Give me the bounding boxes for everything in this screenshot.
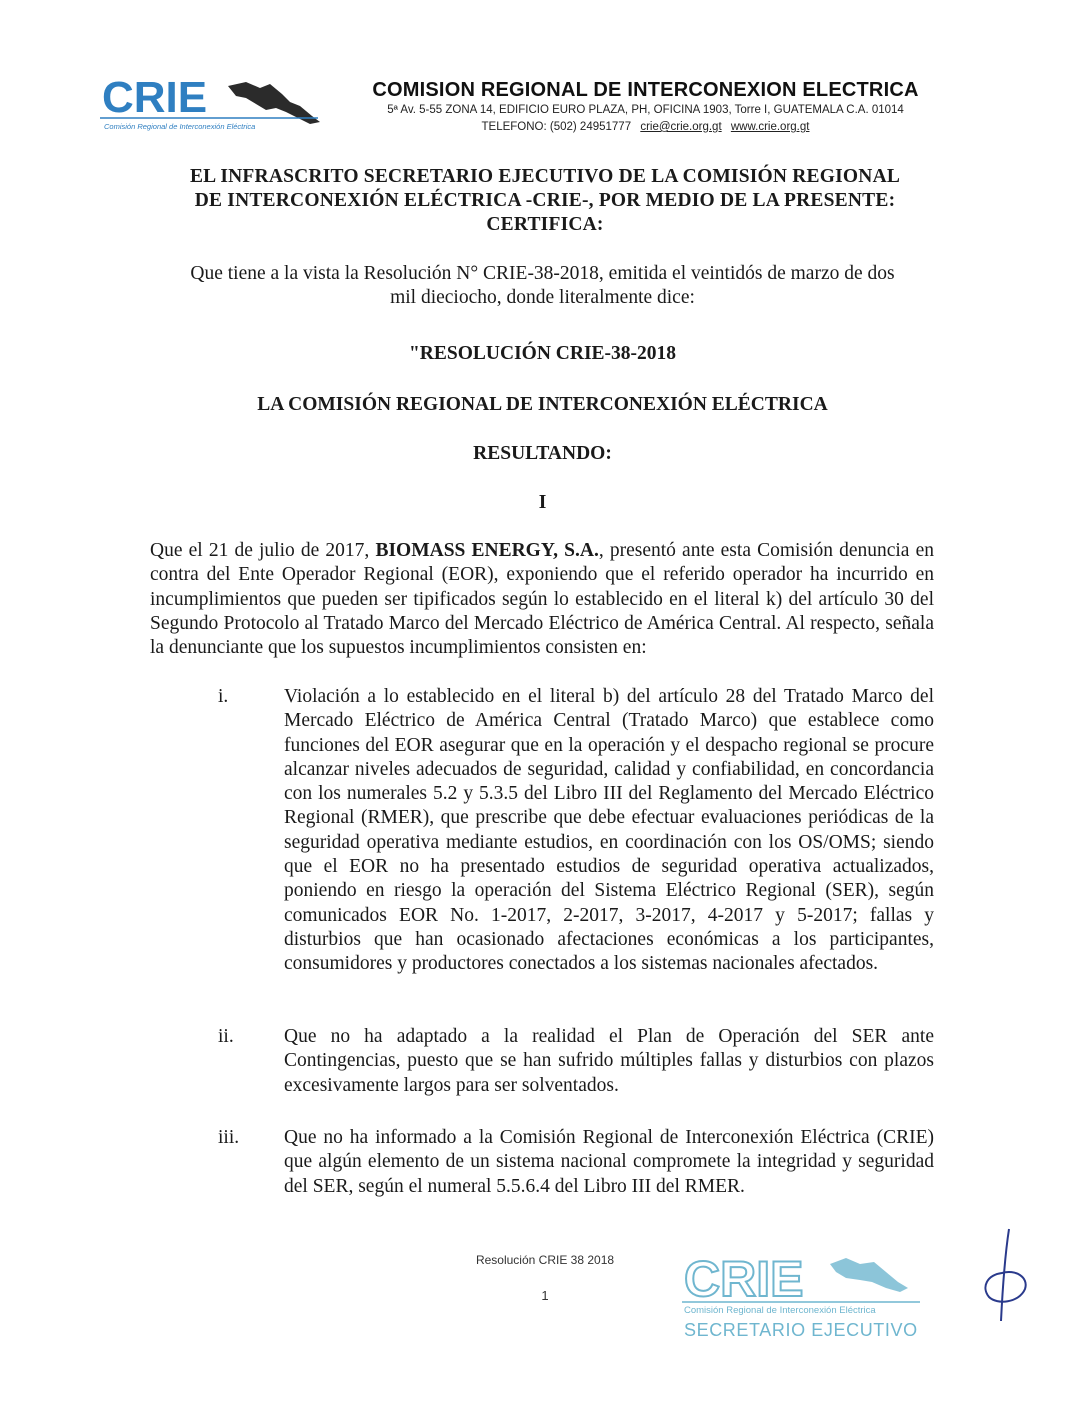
handwritten-signature <box>975 1225 1035 1325</box>
paragraph-before: Que el 21 de julio de 2017, <box>150 540 370 561</box>
resultando-paragraph <box>150 539 934 660</box>
section-title: RESULTANDO: <box>473 443 612 464</box>
resolution-title: "RESOLUCIÓN CRIE-38-2018 <box>408 343 677 364</box>
org-website-link[interactable]: www.crie.org.gt <box>730 121 810 133</box>
stamp-title: SECRETARIO EJECUTIVO <box>684 1320 918 1340</box>
stamp-map-icon <box>830 1258 908 1292</box>
page-number: 1 <box>541 1288 549 1303</box>
intro-line-1: Que tiene a la vista la Resolución N° CRIE-38-2018, emitida el veintidós de marzo de dos <box>190 263 895 284</box>
org-name: COMISION REGIONAL DE INTERCONEXION ELECTRICA <box>372 79 919 101</box>
org-phone: TELEFONO: (502) 24951777 <box>481 121 632 133</box>
crie-logo <box>100 72 325 134</box>
list-item-text: Que no ha informado a la Comisión Regional de Interconexión Eléctrica (CRIE) que algún elemento de un sistema nacional compromete la integridad y seguridad del SER, según el numeral 5.5.6.4 del Libro III del RMER. <box>284 1127 934 1197</box>
footer-reference: Resolución CRIE 38 2018 <box>475 1253 615 1267</box>
official-stamp <box>680 1244 930 1314</box>
stamp-logo-text: CRIE <box>684 1251 804 1307</box>
paragraph-after: , presentó ante esta Comisión denuncia en contra del Ente Operador Regional (EOR), exponiendo que el referido operador ha incurrido en incumplimientos que pueden ser tipificados según lo establecido en el literal k) del artículo 30 del Segundo Protocolo al Tratado Marco del Mercado Eléctrico de América Central. Al respecto, señala la denunciante que los supuestos incumplimientos consisten en: <box>150 540 935 659</box>
list-item-number: i. <box>218 686 229 707</box>
stamp-subtext: Comisión Regional de Interconexión Eléctrica <box>684 1305 876 1316</box>
list-item-number: iii. <box>218 1127 240 1148</box>
intro-text <box>150 262 935 310</box>
company-name: BIOMASS ENERGY, S.A. <box>375 540 599 561</box>
section-number: I <box>538 492 547 513</box>
heading-line-2: DE INTERCONEXIÓN ELÉCTRICA -CRIE-, POR MEDIO DE LA PRESENTE: <box>194 190 896 211</box>
list-item-text: Violación a lo establecido en el literal b) del artículo 28 del Tratado Marco del Mercado Eléctrico de América Central (Tratado Marco) que establece como funciones del EOR asegurar que en la operación y el despacho regional se procure alcanzar niveles adecuados de seguridad, calidad y confiabilidad, en concordancia con los numerales 5.2 y 5.3.5 del Libro III del Reglamento del Mercado Eléctrico Regional (RMER), que prescribe que debe efectuar evaluaciones periódicas de la seguridad operativa mediante estudios, en coordinación con los OS/OMS; siendo que el EOR no ha presentado estudios de seguridad operativa actualizados, poniendo en riesgo la operación del Sistema Eléctrico Regional (SER), según comunicados EOR No. 1-2017, 2-2017, 3-2017, 4-2017 y 5-2017; fallas y disturbios que han ocasionado afectaciones económicas a los participantes, consumidores y productores conectados a los sistemas nacionales afectados. <box>284 686 934 975</box>
intro-line-2: mil dieciocho, donde literalmente dice: <box>390 287 695 308</box>
list-item-number: ii. <box>218 1026 234 1047</box>
org-email-link[interactable]: crie@crie.org.gt <box>640 121 722 133</box>
logo-text: CRIE <box>102 73 208 122</box>
org-address: 5ª Av. 5-55 ZONA 14, EDIFICIO EURO PLAZA, PH, OFICINA 1903, Torre I, GUATEMALA C.A. 01014 <box>387 104 904 116</box>
logo-subtext: Comisión Regional de Interconexión Eléctrica <box>104 122 256 131</box>
list-item-text: Que no ha adaptado a la realidad el Plan de Operación del SER ante Contingencias, puesto que se han sufrido múltiples fallas y disturbios con plazos excesivamente largos para ser solventados. <box>284 1026 934 1096</box>
commission-title: LA COMISIÓN REGIONAL DE INTERCONEXIÓN ELÉCTRICA <box>257 394 828 415</box>
org-contact <box>358 121 933 133</box>
heading-line-1: EL INFRASCRITO SECRETARIO EJECUTIVO DE LA COMISIÓN REGIONAL <box>189 166 901 187</box>
heading-line-3: CERTIFICA: <box>486 214 604 235</box>
